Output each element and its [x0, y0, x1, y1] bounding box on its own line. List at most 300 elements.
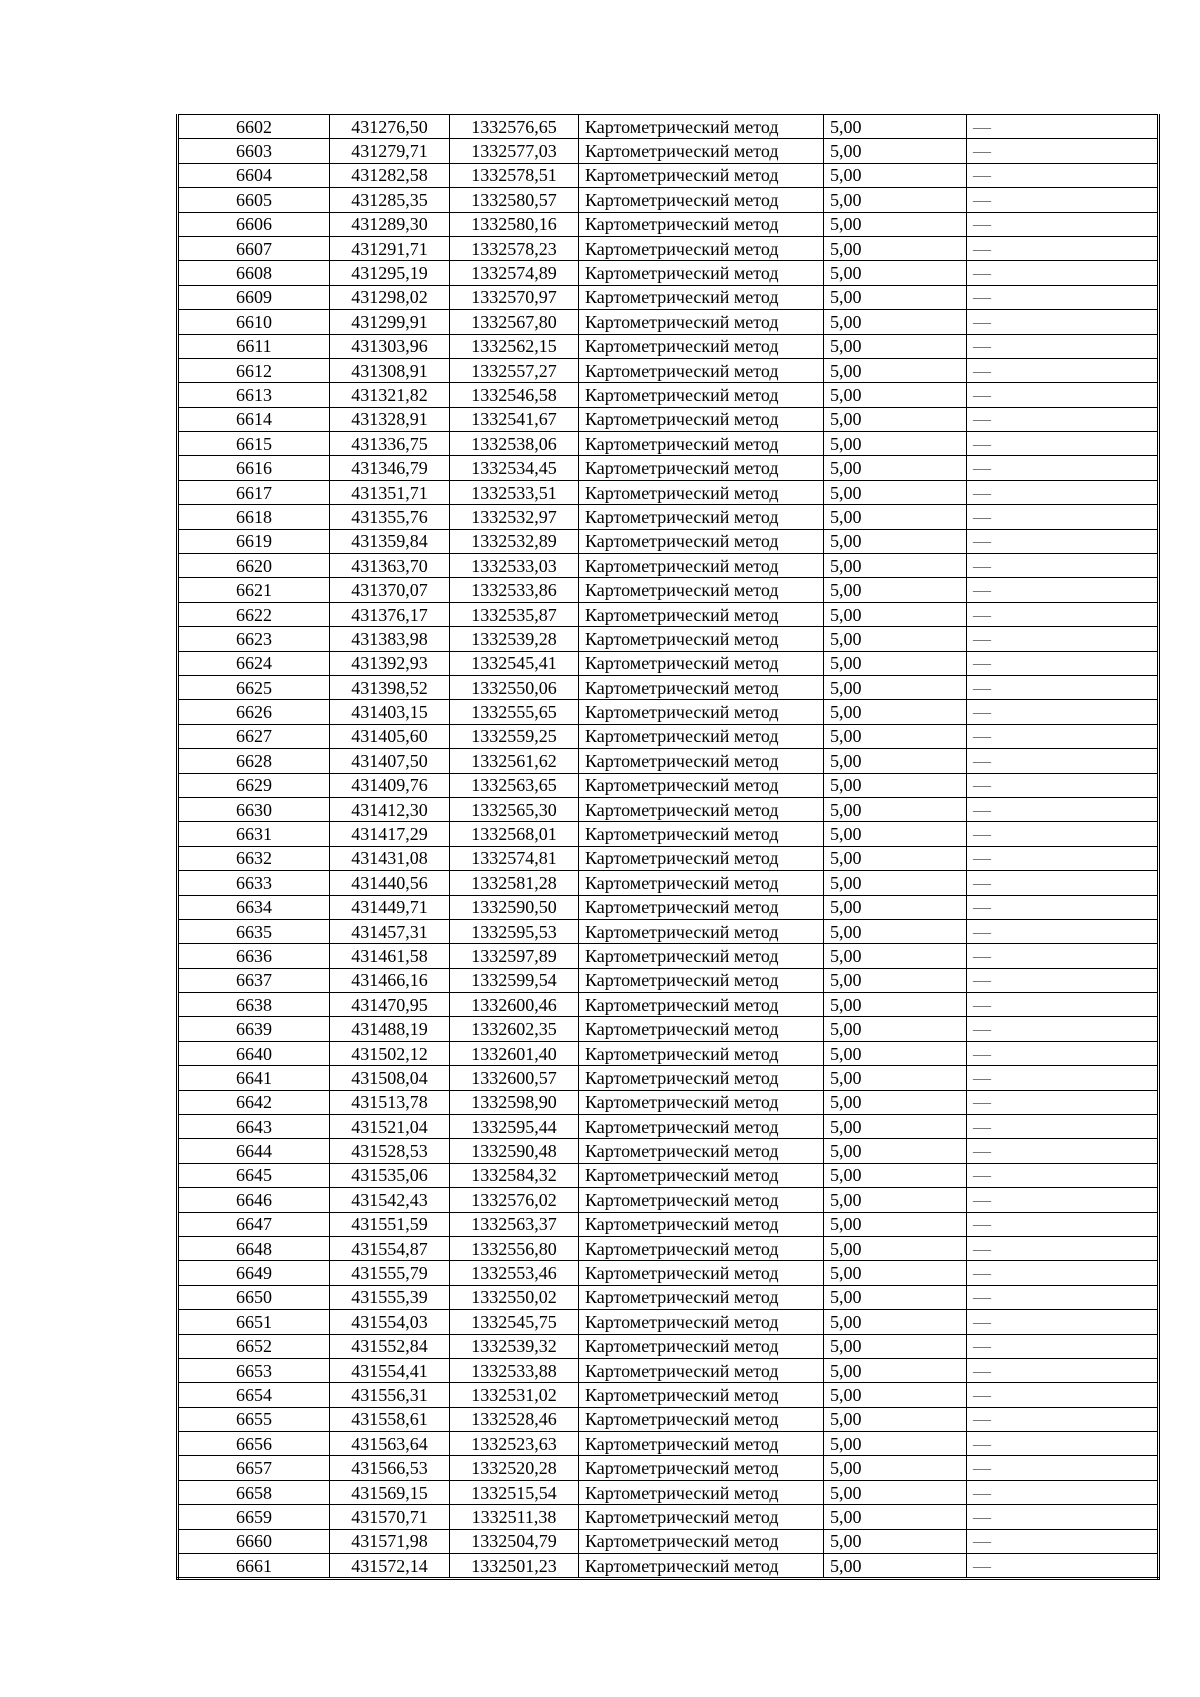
point-number-cell: 6628: [178, 749, 330, 773]
point-number-cell: 6651: [178, 1310, 330, 1334]
table-row: [178, 871, 1159, 895]
accuracy-cell: 5,00: [824, 993, 967, 1017]
note-cell: —: [967, 1505, 1159, 1529]
y-coordinate-cell: 1332533,86: [450, 578, 579, 602]
method-cell: Картометрический метод: [579, 1554, 824, 1579]
table-row: [178, 1017, 1159, 1041]
method-cell: Картометрический метод: [579, 1480, 824, 1504]
accuracy-cell: 5,00: [824, 944, 967, 968]
point-number-cell: 6632: [178, 846, 330, 870]
method-cell: Картометрический метод: [579, 212, 824, 236]
note-cell: —: [967, 115, 1159, 139]
x-coordinate-cell: 431299,91: [330, 310, 450, 334]
method-cell: Картометрический метод: [579, 944, 824, 968]
note-cell: —: [967, 285, 1159, 309]
point-number-cell: 6605: [178, 188, 330, 212]
note-cell: —: [967, 1236, 1159, 1260]
accuracy-cell: 5,00: [824, 1529, 967, 1553]
x-coordinate-cell: 431570,71: [330, 1505, 450, 1529]
table-row: [178, 310, 1159, 334]
accuracy-cell: 5,00: [824, 1383, 967, 1407]
note-cell: —: [967, 797, 1159, 821]
y-coordinate-cell: 1332570,97: [450, 285, 579, 309]
y-coordinate-cell: 1332534,45: [450, 456, 579, 480]
y-coordinate-cell: 1332577,03: [450, 139, 579, 163]
x-coordinate-cell: 431555,79: [330, 1261, 450, 1285]
method-cell: Картометрический метод: [579, 895, 824, 919]
accuracy-cell: 5,00: [824, 1334, 967, 1358]
x-coordinate-cell: 431383,98: [330, 627, 450, 651]
y-coordinate-cell: 1332533,03: [450, 554, 579, 578]
point-number-cell: 6603: [178, 139, 330, 163]
y-coordinate-cell: 1332595,44: [450, 1115, 579, 1139]
y-coordinate-cell: 1332574,89: [450, 261, 579, 285]
x-coordinate-cell: 431572,14: [330, 1554, 450, 1579]
note-cell: —: [967, 773, 1159, 797]
x-coordinate-cell: 431563,64: [330, 1432, 450, 1456]
accuracy-cell: 5,00: [824, 919, 967, 943]
note-cell: —: [967, 310, 1159, 334]
x-coordinate-cell: 431370,07: [330, 578, 450, 602]
x-coordinate-cell: 431412,30: [330, 797, 450, 821]
point-number-cell: 6624: [178, 651, 330, 675]
method-cell: Картометрический метод: [579, 1066, 824, 1090]
coordinates-table-body: [178, 115, 1159, 1579]
method-cell: Картометрический метод: [579, 749, 824, 773]
y-coordinate-cell: 1332504,79: [450, 1529, 579, 1553]
accuracy-cell: 5,00: [824, 578, 967, 602]
method-cell: Картометрический метод: [579, 871, 824, 895]
y-coordinate-cell: 1332580,57: [450, 188, 579, 212]
point-number-cell: 6602: [178, 115, 330, 139]
table-row: [178, 432, 1159, 456]
x-coordinate-cell: 431535,06: [330, 1163, 450, 1187]
method-cell: Картометрический метод: [579, 1505, 824, 1529]
method-cell: Картометрический метод: [579, 993, 824, 1017]
accuracy-cell: 5,00: [824, 602, 967, 626]
accuracy-cell: 5,00: [824, 968, 967, 992]
method-cell: Картометрический метод: [579, 163, 824, 187]
accuracy-cell: 5,00: [824, 1139, 967, 1163]
x-coordinate-cell: 431457,31: [330, 919, 450, 943]
method-cell: Картометрический метод: [579, 602, 824, 626]
method-cell: Картометрический метод: [579, 675, 824, 699]
method-cell: Картометрический метод: [579, 1115, 824, 1139]
point-number-cell: 6612: [178, 358, 330, 382]
point-number-cell: 6646: [178, 1188, 330, 1212]
note-cell: —: [967, 1432, 1159, 1456]
y-coordinate-cell: 1332563,65: [450, 773, 579, 797]
note-cell: —: [967, 432, 1159, 456]
y-coordinate-cell: 1332597,89: [450, 944, 579, 968]
x-coordinate-cell: 431555,39: [330, 1285, 450, 1309]
accuracy-cell: 5,00: [824, 310, 967, 334]
point-number-cell: 6642: [178, 1090, 330, 1114]
table-row: [178, 1480, 1159, 1504]
note-cell: —: [967, 627, 1159, 651]
x-coordinate-cell: 431566,53: [330, 1456, 450, 1480]
y-coordinate-cell: 1332598,90: [450, 1090, 579, 1114]
table-row: [178, 675, 1159, 699]
method-cell: Картометрический метод: [579, 1212, 824, 1236]
note-cell: —: [967, 163, 1159, 187]
x-coordinate-cell: 431470,95: [330, 993, 450, 1017]
table-row: [178, 724, 1159, 748]
accuracy-cell: 5,00: [824, 749, 967, 773]
point-number-cell: 6657: [178, 1456, 330, 1480]
note-cell: —: [967, 822, 1159, 846]
table-row: [178, 1407, 1159, 1431]
accuracy-cell: 5,00: [824, 700, 967, 724]
table-row: [178, 1090, 1159, 1114]
point-number-cell: 6661: [178, 1554, 330, 1579]
point-number-cell: 6636: [178, 944, 330, 968]
accuracy-cell: 5,00: [824, 1505, 967, 1529]
method-cell: Картометрический метод: [579, 358, 824, 382]
point-number-cell: 6643: [178, 1115, 330, 1139]
x-coordinate-cell: 431440,56: [330, 871, 450, 895]
accuracy-cell: 5,00: [824, 358, 967, 382]
note-cell: —: [967, 1358, 1159, 1382]
note-cell: —: [967, 1115, 1159, 1139]
y-coordinate-cell: 1332532,89: [450, 529, 579, 553]
table-row: [178, 602, 1159, 626]
point-number-cell: 6648: [178, 1236, 330, 1260]
coordinates-table: [176, 114, 1160, 1580]
accuracy-cell: 5,00: [824, 261, 967, 285]
note-cell: —: [967, 675, 1159, 699]
point-number-cell: 6627: [178, 724, 330, 748]
x-coordinate-cell: 431321,82: [330, 383, 450, 407]
accuracy-cell: 5,00: [824, 529, 967, 553]
note-cell: —: [967, 188, 1159, 212]
table-row: [178, 554, 1159, 578]
accuracy-cell: 5,00: [824, 1285, 967, 1309]
point-number-cell: 6634: [178, 895, 330, 919]
x-coordinate-cell: 431336,75: [330, 432, 450, 456]
note-cell: —: [967, 236, 1159, 260]
method-cell: Картометрический метод: [579, 1017, 824, 1041]
y-coordinate-cell: 1332550,06: [450, 675, 579, 699]
method-cell: Картометрический метод: [579, 432, 824, 456]
table-row: [178, 1529, 1159, 1553]
method-cell: Картометрический метод: [579, 1383, 824, 1407]
accuracy-cell: 5,00: [824, 1090, 967, 1114]
note-cell: —: [967, 1261, 1159, 1285]
accuracy-cell: 5,00: [824, 651, 967, 675]
table-row: [178, 749, 1159, 773]
method-cell: Картометрический метод: [579, 1236, 824, 1260]
note-cell: —: [967, 1383, 1159, 1407]
table-row: [178, 700, 1159, 724]
note-cell: —: [967, 578, 1159, 602]
point-number-cell: 6606: [178, 212, 330, 236]
x-coordinate-cell: 431551,59: [330, 1212, 450, 1236]
method-cell: Картометрический метод: [579, 139, 824, 163]
accuracy-cell: 5,00: [824, 1041, 967, 1065]
y-coordinate-cell: 1332555,65: [450, 700, 579, 724]
x-coordinate-cell: 431303,96: [330, 334, 450, 358]
point-number-cell: 6631: [178, 822, 330, 846]
x-coordinate-cell: 431569,15: [330, 1480, 450, 1504]
method-cell: Картометрический метод: [579, 822, 824, 846]
method-cell: Картометрический метод: [579, 1310, 824, 1334]
method-cell: Картометрический метод: [579, 310, 824, 334]
table-row: [178, 334, 1159, 358]
table-row: [178, 993, 1159, 1017]
note-cell: —: [967, 602, 1159, 626]
point-number-cell: 6658: [178, 1480, 330, 1504]
y-coordinate-cell: 1332511,38: [450, 1505, 579, 1529]
note-cell: —: [967, 1310, 1159, 1334]
x-coordinate-cell: 431571,98: [330, 1529, 450, 1553]
table-row: [178, 944, 1159, 968]
point-number-cell: 6649: [178, 1261, 330, 1285]
x-coordinate-cell: 431513,78: [330, 1090, 450, 1114]
note-cell: —: [967, 1017, 1159, 1041]
accuracy-cell: 5,00: [824, 383, 967, 407]
method-cell: Картометрический метод: [579, 627, 824, 651]
y-coordinate-cell: 1332556,80: [450, 1236, 579, 1260]
method-cell: Картометрический метод: [579, 236, 824, 260]
note-cell: —: [967, 1163, 1159, 1187]
method-cell: Картометрический метод: [579, 1163, 824, 1187]
y-coordinate-cell: 1332533,88: [450, 1358, 579, 1382]
x-coordinate-cell: 431359,84: [330, 529, 450, 553]
point-number-cell: 6619: [178, 529, 330, 553]
table-row: [178, 407, 1159, 431]
x-coordinate-cell: 431398,52: [330, 675, 450, 699]
x-coordinate-cell: 431403,15: [330, 700, 450, 724]
point-number-cell: 6626: [178, 700, 330, 724]
point-number-cell: 6638: [178, 993, 330, 1017]
method-cell: Картометрический метод: [579, 480, 824, 504]
x-coordinate-cell: 431346,79: [330, 456, 450, 480]
accuracy-cell: 5,00: [824, 407, 967, 431]
y-coordinate-cell: 1332541,67: [450, 407, 579, 431]
y-coordinate-cell: 1332600,57: [450, 1066, 579, 1090]
point-number-cell: 6618: [178, 505, 330, 529]
note-cell: —: [967, 456, 1159, 480]
method-cell: Картометрический метод: [579, 554, 824, 578]
table-row: [178, 529, 1159, 553]
y-coordinate-cell: 1332563,37: [450, 1212, 579, 1236]
x-coordinate-cell: 431431,08: [330, 846, 450, 870]
y-coordinate-cell: 1332535,87: [450, 602, 579, 626]
y-coordinate-cell: 1332595,53: [450, 919, 579, 943]
point-number-cell: 6640: [178, 1041, 330, 1065]
table-row: [178, 1456, 1159, 1480]
note-cell: —: [967, 1090, 1159, 1114]
method-cell: Картометрический метод: [579, 383, 824, 407]
y-coordinate-cell: 1332531,02: [450, 1383, 579, 1407]
method-cell: Картометрический метод: [579, 578, 824, 602]
method-cell: Картометрический метод: [579, 1334, 824, 1358]
table-row: [178, 578, 1159, 602]
accuracy-cell: 5,00: [824, 1407, 967, 1431]
note-cell: —: [967, 1188, 1159, 1212]
x-coordinate-cell: 431407,50: [330, 749, 450, 773]
x-coordinate-cell: 431355,76: [330, 505, 450, 529]
method-cell: Картометрический метод: [579, 1285, 824, 1309]
accuracy-cell: 5,00: [824, 1188, 967, 1212]
accuracy-cell: 5,00: [824, 456, 967, 480]
point-number-cell: 6650: [178, 1285, 330, 1309]
point-number-cell: 6660: [178, 1529, 330, 1553]
x-coordinate-cell: 431289,30: [330, 212, 450, 236]
table-row: [178, 236, 1159, 260]
y-coordinate-cell: 1332584,32: [450, 1163, 579, 1187]
note-cell: —: [967, 651, 1159, 675]
x-coordinate-cell: 431308,91: [330, 358, 450, 382]
y-coordinate-cell: 1332601,40: [450, 1041, 579, 1065]
table-row: [178, 1505, 1159, 1529]
table-row: [178, 895, 1159, 919]
note-cell: —: [967, 1334, 1159, 1358]
x-coordinate-cell: 431417,29: [330, 822, 450, 846]
accuracy-cell: 5,00: [824, 163, 967, 187]
x-coordinate-cell: 431466,16: [330, 968, 450, 992]
accuracy-cell: 5,00: [824, 236, 967, 260]
table-row: [178, 1115, 1159, 1139]
y-coordinate-cell: 1332550,02: [450, 1285, 579, 1309]
point-number-cell: 6630: [178, 797, 330, 821]
table-row: [178, 1188, 1159, 1212]
note-cell: —: [967, 505, 1159, 529]
method-cell: Картометрический метод: [579, 1358, 824, 1382]
accuracy-cell: 5,00: [824, 822, 967, 846]
x-coordinate-cell: 431409,76: [330, 773, 450, 797]
x-coordinate-cell: 431351,71: [330, 480, 450, 504]
accuracy-cell: 5,00: [824, 1066, 967, 1090]
point-number-cell: 6615: [178, 432, 330, 456]
accuracy-cell: 5,00: [824, 1480, 967, 1504]
accuracy-cell: 5,00: [824, 1432, 967, 1456]
point-number-cell: 6610: [178, 310, 330, 334]
note-cell: —: [967, 407, 1159, 431]
note-cell: —: [967, 1041, 1159, 1065]
point-number-cell: 6645: [178, 1163, 330, 1187]
note-cell: —: [967, 968, 1159, 992]
point-number-cell: 6620: [178, 554, 330, 578]
point-number-cell: 6629: [178, 773, 330, 797]
y-coordinate-cell: 1332538,06: [450, 432, 579, 456]
table-row: [178, 1358, 1159, 1382]
y-coordinate-cell: 1332515,54: [450, 1480, 579, 1504]
note-cell: —: [967, 1139, 1159, 1163]
x-coordinate-cell: 431528,53: [330, 1139, 450, 1163]
x-coordinate-cell: 431291,71: [330, 236, 450, 260]
table-row: [178, 1163, 1159, 1187]
x-coordinate-cell: 431328,91: [330, 407, 450, 431]
method-cell: Картометрический метод: [579, 1529, 824, 1553]
accuracy-cell: 5,00: [824, 1017, 967, 1041]
note-cell: —: [967, 1456, 1159, 1480]
note-cell: —: [967, 1285, 1159, 1309]
table-row: [178, 846, 1159, 870]
note-cell: —: [967, 846, 1159, 870]
point-number-cell: 6635: [178, 919, 330, 943]
note-cell: —: [967, 480, 1159, 504]
y-coordinate-cell: 1332545,41: [450, 651, 579, 675]
method-cell: Картометрический метод: [579, 1456, 824, 1480]
y-coordinate-cell: 1332533,51: [450, 480, 579, 504]
y-coordinate-cell: 1332581,28: [450, 871, 579, 895]
x-coordinate-cell: 431285,35: [330, 188, 450, 212]
table-row: [178, 1212, 1159, 1236]
accuracy-cell: 5,00: [824, 895, 967, 919]
x-coordinate-cell: 431376,17: [330, 602, 450, 626]
x-coordinate-cell: 431461,58: [330, 944, 450, 968]
point-number-cell: 6611: [178, 334, 330, 358]
accuracy-cell: 5,00: [824, 285, 967, 309]
x-coordinate-cell: 431295,19: [330, 261, 450, 285]
table-row: [178, 456, 1159, 480]
point-number-cell: 6622: [178, 602, 330, 626]
table-row: [178, 1139, 1159, 1163]
note-cell: —: [967, 919, 1159, 943]
method-cell: Картометрический метод: [579, 846, 824, 870]
x-coordinate-cell: 431508,04: [330, 1066, 450, 1090]
x-coordinate-cell: 431363,70: [330, 554, 450, 578]
table-row: [178, 1236, 1159, 1260]
method-cell: Картометрический метод: [579, 505, 824, 529]
table-row: [178, 773, 1159, 797]
method-cell: Картометрический метод: [579, 651, 824, 675]
y-coordinate-cell: 1332561,62: [450, 749, 579, 773]
point-number-cell: 6639: [178, 1017, 330, 1041]
method-cell: Картометрический метод: [579, 968, 824, 992]
accuracy-cell: 5,00: [824, 212, 967, 236]
accuracy-cell: 5,00: [824, 1310, 967, 1334]
method-cell: Картометрический метод: [579, 773, 824, 797]
note-cell: —: [967, 334, 1159, 358]
table-row: [178, 261, 1159, 285]
point-number-cell: 6617: [178, 480, 330, 504]
point-number-cell: 6644: [178, 1139, 330, 1163]
point-number-cell: 6616: [178, 456, 330, 480]
x-coordinate-cell: 431488,19: [330, 1017, 450, 1041]
x-coordinate-cell: 431392,93: [330, 651, 450, 675]
accuracy-cell: 5,00: [824, 115, 967, 139]
y-coordinate-cell: 1332590,48: [450, 1139, 579, 1163]
table-row: [178, 1310, 1159, 1334]
point-number-cell: 6633: [178, 871, 330, 895]
note-cell: —: [967, 1554, 1159, 1579]
y-coordinate-cell: 1332567,80: [450, 310, 579, 334]
note-cell: —: [967, 358, 1159, 382]
method-cell: Картометрический метод: [579, 1041, 824, 1065]
x-coordinate-cell: 431542,43: [330, 1188, 450, 1212]
method-cell: Картометрический метод: [579, 1188, 824, 1212]
point-number-cell: 6604: [178, 163, 330, 187]
point-number-cell: 6659: [178, 1505, 330, 1529]
note-cell: —: [967, 700, 1159, 724]
table-row: [178, 115, 1159, 139]
y-coordinate-cell: 1332546,58: [450, 383, 579, 407]
point-number-cell: 6608: [178, 261, 330, 285]
method-cell: Картометрический метод: [579, 529, 824, 553]
table-row: [178, 822, 1159, 846]
x-coordinate-cell: 431298,02: [330, 285, 450, 309]
note-cell: —: [967, 1407, 1159, 1431]
note-cell: —: [967, 554, 1159, 578]
y-coordinate-cell: 1332562,15: [450, 334, 579, 358]
x-coordinate-cell: 431558,61: [330, 1407, 450, 1431]
table-row: [178, 1285, 1159, 1309]
table-row: [178, 1066, 1159, 1090]
accuracy-cell: 5,00: [824, 871, 967, 895]
